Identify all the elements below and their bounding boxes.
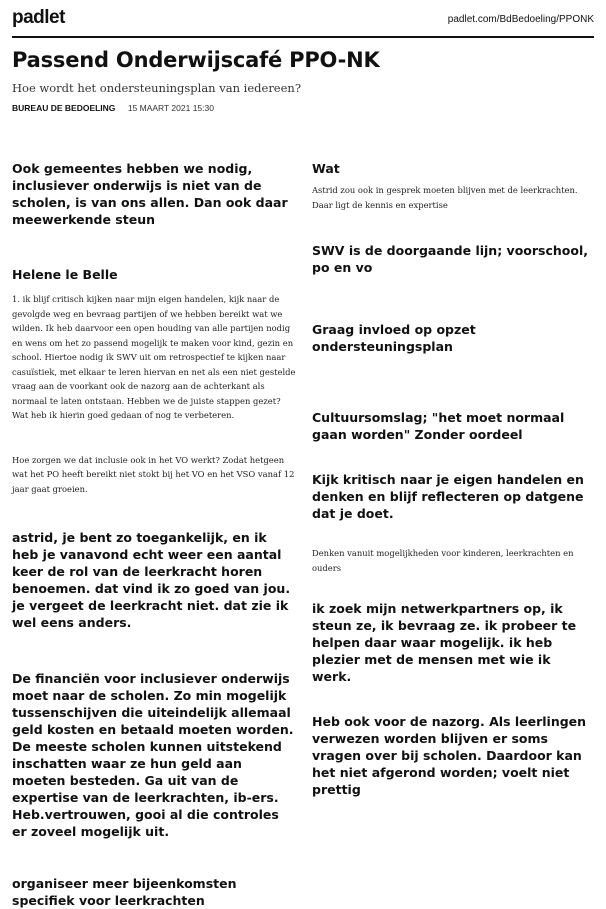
post-subject: Kijk kritisch naar je eigen handelen en denken en blijf reflecteren op datgene dat je doet. xyxy=(312,472,584,521)
board-url[interactable]: padlet.com/BdBedoeling/PPONK xyxy=(447,14,594,25)
post-body: Astrid zou ook in gesprek moeten blijven met de leerkrachten. Daar ligt de kennis en expertise xyxy=(312,185,578,210)
post-card[interactable] xyxy=(12,875,297,909)
post-body: Denken vanuit mogelijkheden voor kinderen, leerkrachten en ouders xyxy=(312,548,574,573)
post-card[interactable] xyxy=(312,600,594,685)
post-card[interactable] xyxy=(12,529,297,631)
left-column xyxy=(12,160,297,909)
post-subject: De financiën voor inclusiever onderwijs moet naar de scholen. Zo min mogelijk tussenschijven die uiteindelijk allemaal geld kosten en betaald moeten worden. De meeste scholen kunnen uitstekend inschatten waar ze hun geld aan moeten besteden. Ga uit van de expertise van de leerkrachten, ib-ers. Heb.vertrouwen, gooi al die controles er zoveel mogelijk uit. xyxy=(12,671,294,839)
post-card[interactable] xyxy=(12,453,297,497)
board-subtitle: Hoe wordt het ondersteuningsplan van iedereen? xyxy=(12,81,301,95)
post-card[interactable] xyxy=(312,471,594,522)
post-subject: organiseer meer bijeenkomsten specifiek voor leerkrachten xyxy=(12,876,237,908)
post-card[interactable] xyxy=(312,409,594,443)
post-subject: ik zoek mijn netwerkpartners op, ik steun ze, ik bevraag ze. ik probeer te helpen daar waar mogelijk. ik heb plezier met de mensen met wie ik werk. xyxy=(312,601,577,684)
post-subject: Graag invloed op opzet ondersteuningsplan xyxy=(312,322,476,354)
post-card[interactable] xyxy=(12,160,297,228)
post-subject: Helene le Belle xyxy=(12,267,118,282)
post-card[interactable] xyxy=(12,266,297,423)
post-subject: Cultuursomslag; "het moet normaal gaan worden" Zonder oordeel xyxy=(312,410,565,442)
top-bar xyxy=(12,0,594,38)
post-card[interactable] xyxy=(12,670,297,840)
post-card[interactable] xyxy=(312,242,594,276)
post-body: Hoe zorgen we dat inclusie ook in het VO werkt? Zodat hetgeen wat het PO heeft bereikt niet stokt bij het VO en het VSO vanaf 12 jaar gaat groeien. xyxy=(12,454,295,494)
board-meta xyxy=(12,103,214,113)
post-card[interactable] xyxy=(312,321,594,355)
padlet-logo[interactable]: padlet xyxy=(12,7,65,28)
post-card[interactable] xyxy=(312,160,594,212)
right-column xyxy=(312,160,594,798)
post-card[interactable] xyxy=(312,546,594,575)
post-subject: astrid, je bent zo toegankelijk, en ik heb je vanavond echt weer een aantal keer de rol van de leerkracht horen benoemen. dat vind ik zo goed van jou. je vergeet de leerkracht niet. dat zie ik wel eens anders. xyxy=(12,530,291,630)
post-subject: SWV is de doorgaande lijn; voorschool, po en vo xyxy=(312,243,589,275)
board-author: BUREAU DE BEDOELING xyxy=(12,103,116,113)
board-date: 15 MAART 2021 15:30 xyxy=(127,103,214,113)
board-title: Passend Onderwijscafé PPO-NK xyxy=(12,48,380,72)
post-subject: Wat xyxy=(312,161,340,176)
post-subject: Ook gemeentes hebben we nodig, inclusiever onderwijs is niet van de scholen, is van ons allen. Dan ook daar meewerkende steun xyxy=(12,161,288,227)
post-card[interactable] xyxy=(312,713,594,798)
post-body: 1. ik blijf critisch kijken naar mijn eigen handelen, kijk naar de gevolgde weg en bevraag partijen of we hebben bereikt wat we wilden. Ik heb daarvoor een open houding van alle partijen nodig en wens om het zo passend mogelijk te maken voor kind, gezin en school. Hiertoe nodig ik SWV uit om retrospectief te kijken naar casuïstiek, met elkaar te leren hiervan en net als een niet gestelde vraag aan de voorkant ook de nazorg aan de achterkant als normaal te laten ontstaan. Hebben we de juiste stappen gezet? Wat heb ik hierin goed gedaan of nog te verbeteren. xyxy=(12,294,296,420)
post-subject: Heb ook voor de nazorg. Als leerlingen verwezen worden blijven er soms vragen over bij scholen. Daardoor kan het niet afgerond worden; voelt niet prettig xyxy=(312,714,587,797)
